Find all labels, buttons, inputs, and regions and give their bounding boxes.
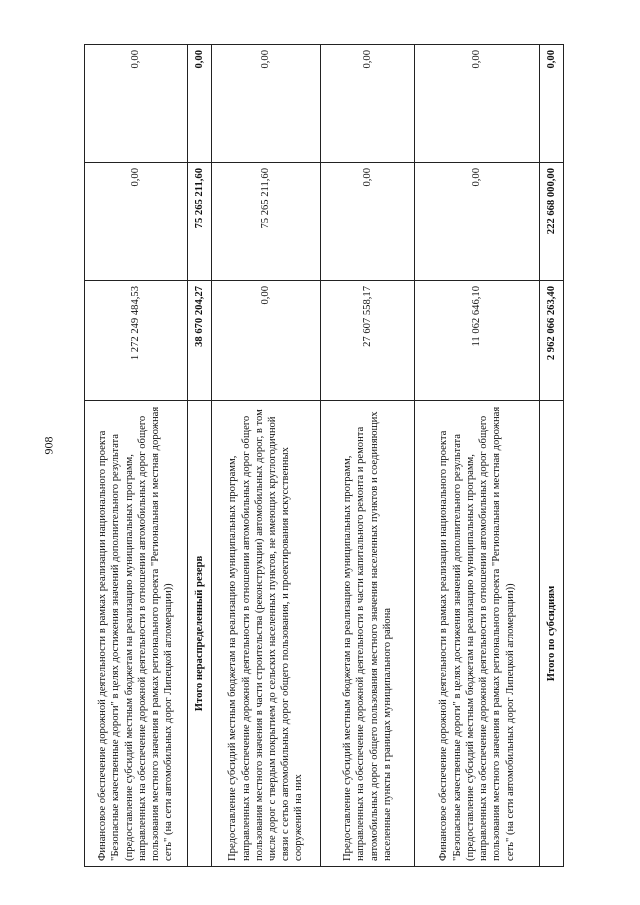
row-value-1: 27 607 558,17 xyxy=(321,281,415,401)
total-label: Итого нераспределенный резерв xyxy=(187,401,211,867)
row-value-1: 1 272 249 484,53 xyxy=(85,281,188,401)
total-row xyxy=(187,45,211,867)
row-description: Предоставление субсидий местным бюджетам на реализацию муниципальных программ, направленных на обеспечение дорожной деятельности в части капитального ремонта и ремонта автомобильных дорог общего пользования местного значения населенных пунктов и соединяющих населенные пункты в границах муниципального района xyxy=(321,401,415,867)
total-value-3: 0,00 xyxy=(539,45,563,163)
row-value-1: 0,00 xyxy=(211,281,320,401)
total-label: Итого по субсидиям xyxy=(539,401,563,867)
subsidies-table xyxy=(84,44,564,867)
row-value-3: 0,00 xyxy=(321,45,415,163)
row-value-2: 75 265 211,60 xyxy=(211,163,320,281)
row-description: Финансовое обеспечение дорожной деятельности в рамках реализации национального проекта "Безопасные качественные дороги" в целях достижения значений дополнительного результата (предоставление субсидий местным бюджетам на реализацию муниципальных программ, направленных на обеспечение дорожной деятельности в отношении автомобильных дорог общего пользования местного значения в рамках регионального проекта "Региональная и местная дорожная сеть" (на сети автомобильных дорог Липецкой агломерации)) xyxy=(415,401,540,867)
row-value-3: 0,00 xyxy=(415,45,540,163)
table-row xyxy=(415,45,540,867)
total-value-2: 222 668 000,00 xyxy=(539,163,563,281)
row-value-2: 0,00 xyxy=(321,163,415,281)
table-row xyxy=(85,45,188,867)
rotated-table-container xyxy=(84,45,564,867)
total-value-2: 75 265 211,60 xyxy=(187,163,211,281)
row-value-3: 0,00 xyxy=(85,45,188,163)
total-value-1: 2 962 066 263,40 xyxy=(539,281,563,401)
table-row xyxy=(211,45,320,867)
row-description: Финансовое обеспечение дорожной деятельности в рамках реализации национального проекта "Безопасные качественные дороги" в целях достижения значений дополнительного результата (предоставление субсидий местным бюджетам на реализацию муниципальных программ, направленных на обеспечение дорожной деятельности в отношении автомобильных дорог общего пользования местного значения в рамках регионального проекта "Региональная и местная дорожная сеть" (на сети автомобильных дорог Липецкой агломерации)) xyxy=(85,401,188,867)
total-value-1: 38 670 204,27 xyxy=(187,281,211,401)
row-value-2: 0,00 xyxy=(415,163,540,281)
row-value-1: 11 062 646,10 xyxy=(415,281,540,401)
page-number: 908 xyxy=(41,436,56,455)
row-value-2: 0,00 xyxy=(85,163,188,281)
row-description: Предоставление субсидий местным бюджетам на реализацию муниципальных программ, направленных на обеспечение дорожной деятельности в отношении автомобильных дорог общего пользования местного значения в части строительства (реконструкции) автомобильных дорог, в том числе дорог с твердым покрытием до сельских населенных пунктов, не имеющих круглогодичной связи с сетью автомобильных дорог общего пользования, и проектирования искусственных сооружений на них xyxy=(211,401,320,867)
table-row xyxy=(321,45,415,867)
total-value-3: 0,00 xyxy=(187,45,211,163)
row-value-3: 0,00 xyxy=(211,45,320,163)
total-row xyxy=(539,45,563,867)
